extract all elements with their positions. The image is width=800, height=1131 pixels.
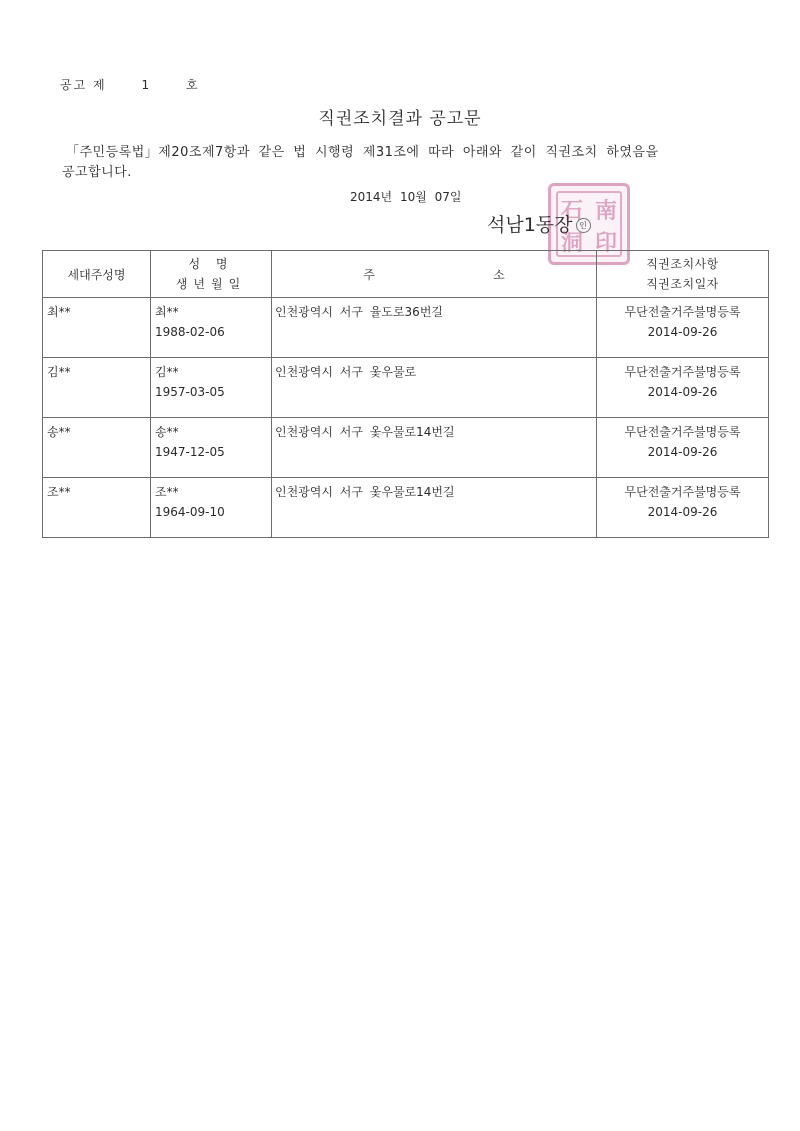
birth-date: 1957-03-05 — [155, 385, 225, 399]
action-type: 무단전출거주불명등록 — [624, 425, 741, 439]
person-cell — [151, 418, 272, 478]
column-header-name-birth — [151, 251, 272, 298]
action-cell — [597, 358, 769, 418]
head-name-cell: 송** — [43, 418, 151, 478]
table-row — [43, 358, 769, 418]
signer-name: 석남1동장 — [487, 214, 573, 236]
table-row — [43, 478, 769, 538]
notice-body-line-1: 「주민등록법」제20조제7항과 같은 법 시행령 제31조에 따라 아래와 같이 직권조치 하였음을 — [66, 145, 659, 160]
column-header-action — [597, 251, 769, 298]
column-header-head-name: 세대주성명 — [43, 251, 151, 298]
notice-body — [62, 143, 742, 183]
column-header-address: 주 소 — [272, 251, 597, 298]
records-table — [42, 250, 769, 538]
action-type: 무단전출거주불명등록 — [624, 365, 741, 379]
seal-mark: 인 — [576, 218, 591, 233]
column-header-action-type: 직권조치사항 — [646, 257, 719, 271]
birth-date: 1988-02-06 — [155, 325, 225, 339]
column-header-name: 성 명 — [188, 257, 234, 271]
person-cell — [151, 478, 272, 538]
address-cell: 인천광역시 서구 율도로36번길 — [272, 298, 597, 358]
notice-body-line-2: 공고합니다. — [62, 165, 132, 180]
action-date: 2014-09-26 — [647, 325, 718, 339]
action-type: 무단전출거주불명등록 — [624, 485, 741, 499]
action-cell — [597, 478, 769, 538]
action-date: 2014-09-26 — [647, 385, 718, 399]
person-cell — [151, 298, 272, 358]
birth-date: 1964-09-10 — [155, 505, 225, 519]
action-cell — [597, 298, 769, 358]
table-row — [43, 418, 769, 478]
head-name-cell: 최** — [43, 298, 151, 358]
person-name: 김** — [155, 365, 179, 379]
notice-number: 공고 제 1 호 — [60, 78, 200, 92]
column-header-birth: 생년월일 — [175, 277, 247, 291]
action-cell — [597, 418, 769, 478]
action-type: 무단전출거주불명등록 — [624, 305, 741, 319]
signer — [487, 210, 591, 237]
person-name: 조** — [155, 485, 179, 499]
issue-date: 2014년 10월 07일 — [350, 190, 462, 204]
address-cell: 인천광역시 서구 옻우물로14번길 — [272, 418, 597, 478]
head-name-cell: 김** — [43, 358, 151, 418]
person-name: 송** — [155, 425, 179, 439]
person-name: 최** — [155, 305, 179, 319]
address-cell: 인천광역시 서구 옻우물로14번길 — [272, 478, 597, 538]
page-title: 직권조치결과 공고문 — [318, 109, 482, 129]
head-name-cell: 조** — [43, 478, 151, 538]
official-seal-stamp: 石 南 洞 印 — [548, 183, 630, 265]
action-date: 2014-09-26 — [647, 445, 718, 459]
action-date: 2014-09-26 — [647, 505, 718, 519]
column-header-action-date: 직권조치일자 — [646, 277, 719, 291]
table-row — [43, 298, 769, 358]
address-cell: 인천광역시 서구 옻우물로 — [272, 358, 597, 418]
birth-date: 1947-12-05 — [155, 445, 225, 459]
person-cell — [151, 358, 272, 418]
table-header-row — [43, 251, 769, 298]
